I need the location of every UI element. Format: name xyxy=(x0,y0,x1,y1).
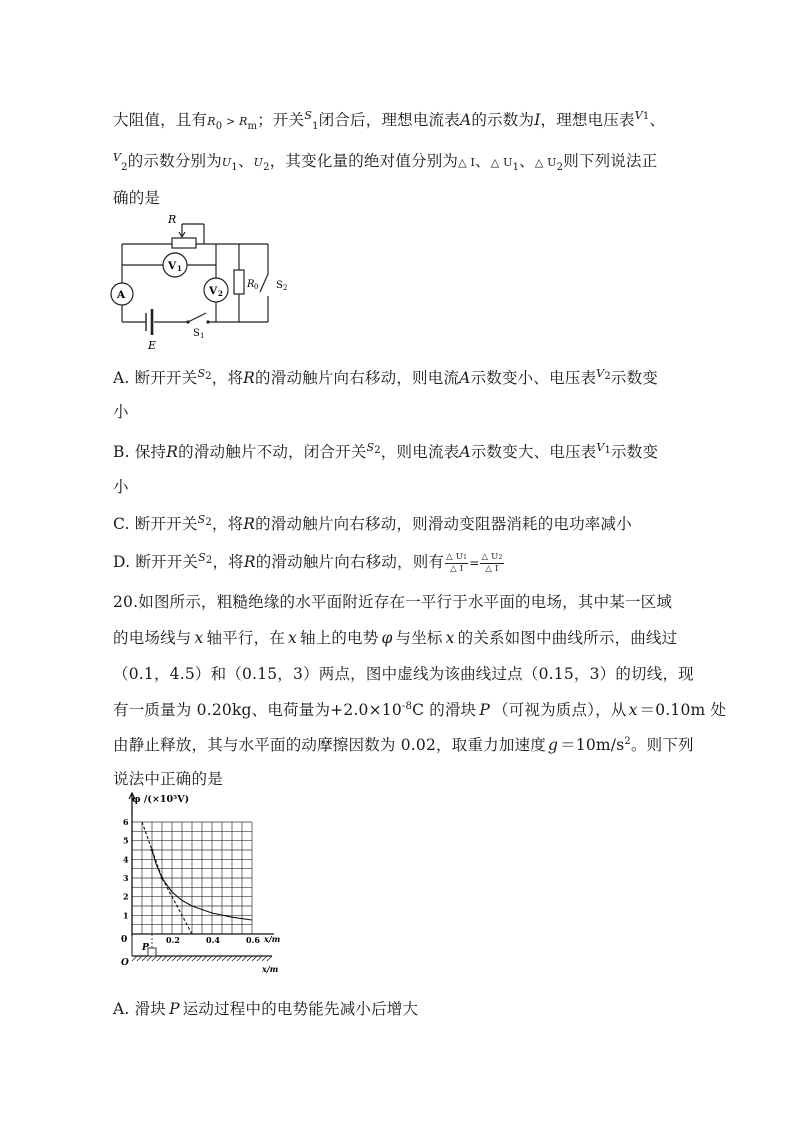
superscript: 2 xyxy=(624,735,631,747)
s2-symbol: S xyxy=(366,441,375,454)
text: 则下列说法正 xyxy=(563,152,658,170)
potential-chart xyxy=(112,788,292,978)
text: 运动过程中的电势能先减小后增大 xyxy=(182,1000,419,1018)
ground-hatch xyxy=(262,956,267,961)
rm-symbol: R xyxy=(239,115,248,128)
u1-symbol: U xyxy=(221,156,232,169)
q20-line-4 xyxy=(113,698,726,720)
delta-u1: △ U xyxy=(490,156,513,169)
r-symbol: R xyxy=(243,369,256,387)
ground-hatch xyxy=(222,956,227,961)
x-tick-label: 0.6 xyxy=(246,935,260,945)
subscript: 2 xyxy=(263,162,270,174)
text: ，将 xyxy=(211,369,244,387)
ground-hatch xyxy=(147,956,152,961)
label-r0: R xyxy=(247,279,255,290)
text: 的滑动触片向右移动，则电流 xyxy=(255,369,460,387)
text: ，理想电压表 xyxy=(540,111,635,129)
ground-hatch xyxy=(267,956,272,961)
a-symbol: A xyxy=(459,369,471,387)
r0-symbol: R xyxy=(207,115,216,128)
label-s1: S xyxy=(193,328,200,339)
text: ，则电流表 xyxy=(380,443,460,461)
text: 小 xyxy=(113,478,129,496)
text: 、 xyxy=(475,152,491,170)
text: 、 xyxy=(519,152,535,170)
text: 轴平行，在 xyxy=(206,629,285,647)
ground-x-label: x/m xyxy=(262,964,279,974)
p-symbol: P xyxy=(169,1000,180,1018)
subscript: 1 xyxy=(642,111,650,122)
y-tick-label: 6 xyxy=(123,817,129,827)
x-tick-label: 0.4 xyxy=(206,935,220,945)
g-symbol: g xyxy=(547,736,559,754)
text: ，其变化量的绝对值分别为 xyxy=(269,152,459,170)
q19-line-2 xyxy=(113,149,657,173)
ammeter-symbol: A xyxy=(459,111,472,129)
subscript: 1 xyxy=(512,162,520,174)
superscript: -8 xyxy=(401,700,413,712)
ground-hatch xyxy=(162,956,167,961)
ground-hatch xyxy=(217,956,222,961)
delta-u2: △ U xyxy=(534,156,557,169)
text: 的滑动触片向右移动，则有 xyxy=(255,553,445,571)
ground-hatch xyxy=(142,956,147,961)
label-v2-sub: 2 xyxy=(218,289,223,298)
ground-hatch xyxy=(167,956,172,961)
text: 示数变小、电压表 xyxy=(470,369,597,387)
q20-line-6 xyxy=(113,767,223,789)
v1-symbol: V xyxy=(596,441,605,454)
p-symbol: P xyxy=(479,701,490,719)
text: ，将 xyxy=(212,553,244,571)
subscript: 2 xyxy=(604,371,611,382)
label-r0-sub: 0 xyxy=(254,283,259,291)
subscript: 2 xyxy=(205,517,212,528)
a-symbol: A xyxy=(459,443,471,461)
q19-option-b-wrap xyxy=(113,475,129,497)
subscript: 0 xyxy=(215,121,223,133)
subscript: 2 xyxy=(498,554,503,561)
ground-hatch xyxy=(132,956,137,961)
text: D. 断开开关 xyxy=(113,553,199,571)
y-tick-label: 1 xyxy=(123,910,129,921)
v2-symbol: V xyxy=(596,367,605,380)
q20-line-3 xyxy=(113,662,694,684)
text: ＝10m/s xyxy=(560,736,625,754)
text: △ I xyxy=(485,564,499,574)
text: C 的滑块 xyxy=(412,701,477,719)
y-tick-label: 3 xyxy=(123,873,129,883)
ground-hatch xyxy=(247,956,252,961)
text: ；开关 xyxy=(257,111,305,129)
gt-sign: > xyxy=(222,115,240,128)
text: 由静止释放，其与水平面的动摩擦因数为 0.02，取重力加速度 xyxy=(113,736,546,754)
ground-hatch xyxy=(192,956,197,961)
r-symbol: R xyxy=(243,515,256,533)
subscript: 1 xyxy=(604,445,612,456)
q19-line-3 xyxy=(113,186,160,208)
q19-option-c xyxy=(113,512,632,534)
text: 的示数为 xyxy=(471,111,535,129)
text: （可视为质点），从 xyxy=(493,701,627,719)
q20-line-2 xyxy=(113,626,677,648)
equals-sign: = xyxy=(469,556,480,570)
subscript: 2 xyxy=(205,371,212,382)
ground-hatch xyxy=(237,956,242,961)
text: △ U xyxy=(446,552,464,562)
ground-hatch xyxy=(197,956,202,961)
v1-symbol: V xyxy=(634,109,643,122)
ground-hatch xyxy=(252,956,257,961)
fraction-du2-di xyxy=(480,552,503,574)
text: 与坐标 xyxy=(395,629,443,647)
s1-symbol: S xyxy=(304,109,313,122)
y-tick-label: 4 xyxy=(123,854,129,865)
text: ＝0.10m 处 xyxy=(639,701,727,719)
subscript: m xyxy=(247,121,258,133)
data-point xyxy=(151,849,154,852)
v2-symbol: V xyxy=(113,151,122,164)
y-axis-label: φ /(×10⁵V) xyxy=(132,794,190,805)
q19-option-a xyxy=(113,366,658,388)
text: 示数变大、电压表 xyxy=(470,443,597,461)
current-symbol: I xyxy=(534,111,541,129)
text: C. 断开开关 xyxy=(113,515,198,533)
text: 的滑动触片不动，闭合开关 xyxy=(178,443,367,461)
subscript: 1 xyxy=(312,121,319,133)
text: 示数变 xyxy=(611,443,659,461)
text: 、 xyxy=(649,111,666,129)
delta-i: △ I xyxy=(458,156,476,169)
slider-p-label: P xyxy=(142,943,149,953)
phi-symbol: φ xyxy=(381,629,393,647)
subscript: 2 xyxy=(374,445,381,456)
text: （0.1，4.5）和（0.15，3）两点，图中虚线为该曲线过点（0.15，3）的切线，现 xyxy=(113,665,694,683)
text: A. 滑块 xyxy=(113,1000,167,1018)
text: 轴上的电势 xyxy=(299,629,379,647)
x-tick-label: 0.2 xyxy=(166,935,180,945)
label-v1: V xyxy=(168,260,177,272)
label-s2: S xyxy=(276,280,283,291)
label-s2-sub: 2 xyxy=(283,284,288,292)
text: △ I xyxy=(450,564,464,574)
ground-hatch xyxy=(242,956,247,961)
text: B. 保持 xyxy=(113,443,167,461)
label-r: R xyxy=(168,213,177,226)
origin-label: 0 xyxy=(121,935,128,945)
subscript: 2 xyxy=(556,162,564,174)
y-tick-label: 2 xyxy=(123,891,129,902)
text: 小 xyxy=(113,403,129,421)
label-e: E xyxy=(148,339,157,352)
text: 大阻值，且有 xyxy=(113,111,208,129)
text: ，将 xyxy=(211,515,244,533)
text: 确的是 xyxy=(113,189,161,207)
text: 的关系如图中曲线所示，曲线过 xyxy=(457,629,678,647)
ground-hatch xyxy=(232,956,237,961)
ground-origin-label: O xyxy=(121,958,129,968)
circuit-diagram xyxy=(108,210,298,355)
ground-hatch xyxy=(152,956,157,961)
label-s1-sub: 1 xyxy=(200,332,205,340)
s2-symbol: S xyxy=(198,551,206,564)
subscript: 2 xyxy=(205,555,213,566)
subscript: 1 xyxy=(231,162,238,174)
s2-symbol: S xyxy=(197,513,206,526)
label-v1-sub: 1 xyxy=(177,264,182,273)
text: △ U xyxy=(481,552,499,562)
subscript: 1 xyxy=(463,554,468,561)
q19-option-a-wrap xyxy=(113,400,129,422)
q19-option-b xyxy=(113,440,658,462)
text: 、 xyxy=(237,152,254,170)
slider-block xyxy=(148,948,156,956)
ground-hatch xyxy=(172,956,177,961)
ground-hatch xyxy=(227,956,232,961)
ground-hatch xyxy=(182,956,187,961)
text: 示数变 xyxy=(610,369,658,387)
x-symbol: x xyxy=(287,629,297,647)
x-symbol: x xyxy=(628,701,638,719)
text: 说法中正确的是 xyxy=(113,770,223,788)
ground-hatch xyxy=(187,956,192,961)
ground-hatch xyxy=(257,956,262,961)
r-symbol: R xyxy=(166,443,179,461)
text: 的滑动触片向右移动，则滑动变阻器消耗的电功率减小 xyxy=(255,515,632,533)
u2-symbol: U xyxy=(253,156,264,169)
x-symbol: x xyxy=(194,629,204,647)
text: 闭合后，理想电流表 xyxy=(318,111,460,129)
fraction-du1-di xyxy=(445,552,468,574)
label-v2: V xyxy=(209,285,218,297)
s2-symbol: S xyxy=(197,367,206,380)
ground-hatch xyxy=(137,956,142,961)
text: 的示数分别为 xyxy=(127,152,222,170)
q20-line-1 xyxy=(113,590,672,612)
q19-option-d xyxy=(113,550,505,574)
x-axis-label: x/m xyxy=(264,934,281,944)
r-symbol: R xyxy=(243,553,256,571)
ground-hatch xyxy=(157,956,162,961)
q20-option-a xyxy=(113,997,418,1019)
text: 20.如图所示，粗糙绝缘的水平面附近存在一平行于水平面的电场，其中某一区域 xyxy=(113,593,673,611)
q19-line-1 xyxy=(113,108,665,132)
label-a: A xyxy=(117,289,126,301)
ground-hatch xyxy=(177,956,182,961)
ground-hatch xyxy=(212,956,217,961)
text: 的电场线与 xyxy=(113,629,192,647)
ground-hatch xyxy=(207,956,212,961)
q20-line-5 xyxy=(113,733,694,755)
y-tick-label: 5 xyxy=(123,835,129,846)
subscript: 2 xyxy=(121,162,128,174)
ground-hatch xyxy=(202,956,207,961)
text: 。则下列 xyxy=(630,736,694,754)
text: 有一质量为 0.20kg、电荷量为+2.0×10 xyxy=(113,701,402,719)
data-point xyxy=(161,877,164,880)
text: A. 断开开关 xyxy=(113,369,198,387)
x-symbol: x xyxy=(445,629,455,647)
